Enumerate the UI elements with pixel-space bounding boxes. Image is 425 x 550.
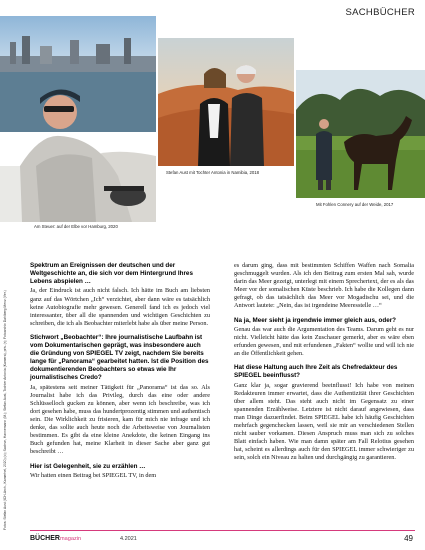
interview-question: Hat diese Haltung auch Ihre Zeit als Chefredakteur des SPIEGEL beeinflusst? [234, 364, 398, 380]
section-title: SACHBÜCHER [345, 7, 415, 18]
magazine-logo [30, 535, 81, 542]
photo-namibia [158, 38, 294, 166]
interview-answer: es darum ging, dass mit bestimmten Schiffen Waffen nach Somalia geschmuggelt wurden. Als ich den Beitrag zum ersten Mal sah, wurde darin das Meer gezeigt, unterlegt mit einem Sprechertext, der es als das Meer vor der somalischen Küste beschrieb. Ich habe die Kollegen dann gefragt, ob das tatsächlich das Meer vor Mogadischu sei, und die Antwort lautete: „Nein, das ist irgendeine Meeresstelle …“ [234, 262, 414, 310]
article-column-left [30, 262, 210, 481]
page-footer [0, 528, 425, 550]
interview-answer: Wir hatten einen Beitrag bei SPIEGEL TV, in dem [30, 471, 157, 479]
photo-caption-namibia: Stefan Aust mit Tochter Antonia in Namibia, 2018 [166, 170, 260, 175]
photo-boat-elbe [0, 16, 156, 222]
photo-caption-boat: Am Steuer: auf der Elbe vor Hamburg, 2020 [34, 224, 118, 229]
magazine-suffix: magazin [59, 536, 82, 542]
magazine-name: BÜCHER [30, 535, 60, 542]
interview-question: Na ja, Meer sieht ja irgendwie immer gleich aus, oder? [234, 316, 397, 324]
article-column-right [234, 262, 414, 464]
footer-rule [30, 530, 415, 531]
interview-question: Stichwort „Beobachter“: Ihre journalistische Laufbahn ist vom Dokumentarischen geprägt, was insbesondere auch die Gründung von SPIEGEL TV zeigt, nachdem Sie bereits lange für „Panorama“ gearbeitet hatten. Ist die Position des dokumentierenden Beobachters so etwas wie Ihr journalistisches Credo? [30, 333, 209, 382]
photo-credit: Fotos: Stefan Aust (ICH-Arch., Kamerhel, 2020) (o); Sachse, Hannemann (M.); Stefan Aust, Tochter Antonia (Kamera), priv. (r); Fotoarchiv Dahlberg Menz (Ver.) [3, 290, 7, 530]
photo-caption-foal: Mit Fohlen Connery auf der Weide, 2017 [316, 202, 394, 207]
issue-number: 4.2021 [120, 536, 137, 542]
interview-answer: Ja, der Eindruck ist auch nicht falsch. Ich hätte im Buch am liebsten ganz auf das Wörtchen „Ich“ verzichtet, aber dann wäre es tatsächlich keine Autobiografie mehr gewesen. Generell fand ich es jedoch viel interessanter, über all die spannenden und wichtigen Geschichten zu schreiben, die ich als Beobachter miterlebt habe als über meine Person. [30, 287, 210, 327]
interview-answer: Ganz klar ja, sogar gravierend beeinflusst! Ich habe von meinen Redakteuren immer erwartet, dass die Authentizität ihrer Geschichten über allem steht. Das steht auch nicht im Gegensatz zu einer spannenden Erzählweise. Letztere ist nicht darauf angewiesen, dass man Dinge dazuerfindet. Beim SPIEGEL habe ich häufig Geschichten mehrfach gegenchecken lassen, weil sie mir an verschiedenen Stellen nicht sauber vorkamen. Diesen Anspruch muss man sich zu solches Blatt einfach haben. Wie man damn später am Fall Relotius gesehen hat, scheint es allerdings auch für den SPIEGEL immer schwieriger zu sein, solch ein Niveau zu halten und durchgängig zu garantieren. [234, 381, 414, 462]
interview-answer: Ja, spätestens seit meiner Tätigkeit für „Panorama“ ist das so. Als Journalist habe ich das Privileg, durch das eine oder andere Schlüsselloch gucken zu können, aber wenn ich beschreibe, was ich dort gesehen habe, muss das hundertprozentig stimmen und authentisch sein. Die Wirklichkeit zu frisieren, kam für mich nie infrage und ich denke, das sollte auch heute noch die Arbeitsweise von Journalisten bestimmen. Es gibt da eine kleine Anekdote, die keinen Eingang ins Buch gefunden hat, meine Klarheit in dieser Sache aber ganz gut beschreibt … [30, 383, 210, 456]
interview-question: Spektrum an Ereignissen der deutschen und der Weltgeschichte an, die sich vor dem Hintergrund Ihres Lebens abspielen … [30, 262, 193, 286]
page-number: 49 [404, 534, 413, 543]
interview-answer: Genau das war auch die Argumentation des Teams. Darum geht es nur nicht. Vielleicht hätte das kein Zuschauer gemerkt, aber es wäre eben erfunden gewesen, und mit erfundenen „Fakten“ wollte und will ich nie an die Öffentlichkeit gehen. [234, 325, 414, 358]
interview-question: Hier ist Gelegenheit, sie zu erzählen … [30, 462, 146, 470]
photo-foal [296, 70, 425, 198]
